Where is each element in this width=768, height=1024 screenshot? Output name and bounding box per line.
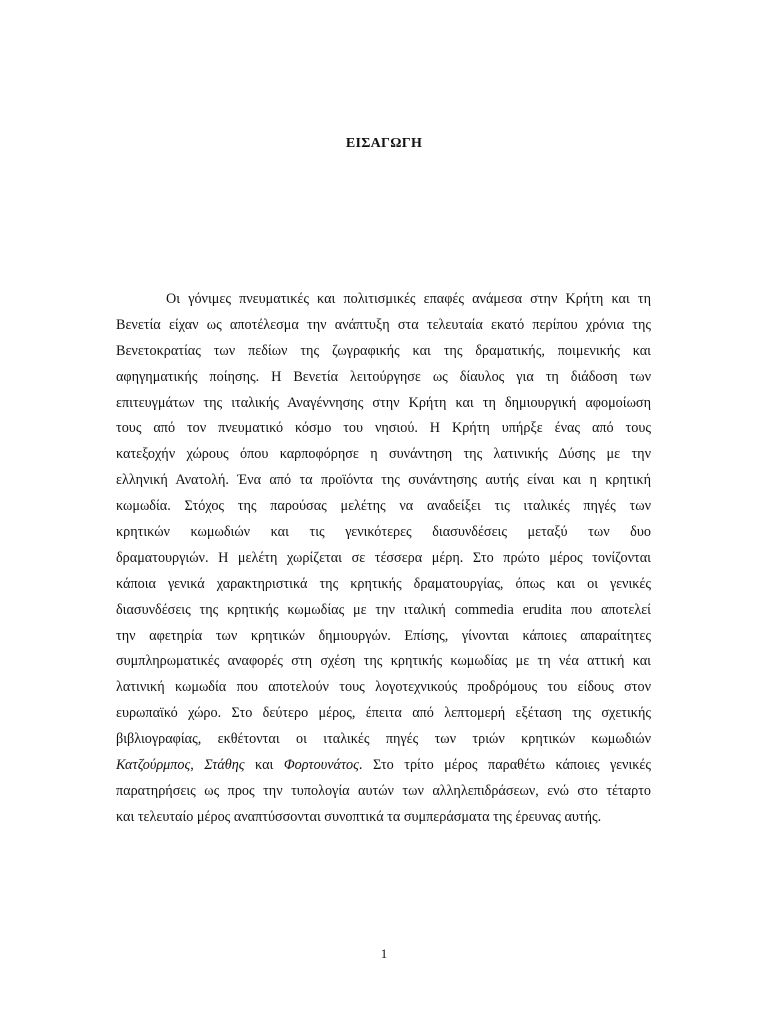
paragraph-line: Βενετία είχαν ως αποτέλεσμα την ανάπτυξη στα τελευταία εκατό περίπου χρόνια της [116,316,651,333]
paragraph-line: Οι γόνιμες πνευματικές και πολιτισμικές επαφές ανάμεσα στην Κρήτη και τη [166,291,651,307]
paragraph-line: κατεξοχήν χώρους όπου καρποφόρησε η συνάντηση της λατινικής Δύσης με την [116,446,651,463]
paragraph-line: ελληνική Ανατολή. Ένα από τα προϊόντα της συνάντησης αυτής είναι και η κρητική [116,472,651,489]
paragraph-line: Βενετοκρατίας των πεδίων της ζωγραφικής και της δραματικής, ποιμενικής και [116,342,651,359]
paragraph-line: παρατηρήσεις ως προς την τυπολογία αυτών των αλληλεπιδράσεων, ενώ στο τέταρτο [116,782,651,799]
paragraph-line: κωμωδία. Στόχος της παρούσας μελέτης να αναδείξει τις ιταλικές πηγές των [116,498,651,515]
paragraph-line: και τελευταίο μέρος αναπτύσσονται συνοπτικά τα συμπεράσματα της έρευνας αυτής. [116,808,602,825]
paragraph-line: τους από τον πνευματικό κόσμο του νησιού. Η Κρήτη υπήρξε ένας από τους [116,420,651,437]
paragraph-line: κάποια γενικά χαρακτηριστικά της κρητικής δραματουργίας, όπως και οι γενικές [116,575,651,592]
paragraph-line: την αφετηρία των κρητικών δημιουργών. Επίσης, γίνονται κάποιες απαραίτητες [116,627,651,644]
paragraph-line: διασυνδέσεις της κρητικής κωμωδίας με την ιταλική commedia erudita που αποτελεί [116,601,651,618]
separator-text: , [190,757,205,774]
paragraph-line: επιτευγμάτων της ιταλικής Αναγέννησης στην Κρήτη και τη δημιουργική αφομοίωση [116,394,651,411]
play-title: Στάθης [204,757,245,774]
page-number: 1 [380,946,388,961]
body-paragraph [116,287,651,831]
play-title: Κατζούρμπος [116,757,191,774]
play-title: Φορτουνάτος [283,757,359,774]
paragraph-line: κρητικών κωμωδιών και τις γενικότερες διασυνδέσεις μεταξύ των δυο [116,524,651,541]
paragraph-line: δραματουργιών. Η μελέτη χωρίζεται σε τέσσερα μέρη. Στο πρώτο μέρος τονίζονται [116,549,651,566]
page-heading: ΕΙΣΑΓΩΓΗ [345,136,423,151]
paragraph-line: λατινική κωμωδία που αποτελούν τους λογοτεχνικούς προδρόμους του είδους στον [116,679,651,696]
line-continuation-text: . Στο τρίτο μέρος παραθέτω κάποιες γενικές [358,757,652,774]
conjunction-text: και [244,757,284,774]
paragraph-line: ευρωπαϊκό χώρο. Στο δεύτερο μέρος, έπειτα από λεπτομερή εξέταση της σχετικής [116,705,651,722]
paragraph-line: βιβλιογραφίας, εκθέτονται οι ιταλικές πηγές των τριών κρητικών κωμωδιών [116,731,651,748]
paragraph-line: αφηγηματικής ποίησης. Η Βενετία λειτούργησε ως δίαυλος για τη διάδοση των [116,368,651,385]
paragraph-line-with-titles [116,753,651,779]
paragraph-line: συμπληρωματικές αναφορές στη σχέση της κρητικής κωμωδίας με τη νέα αττική και [116,653,651,670]
